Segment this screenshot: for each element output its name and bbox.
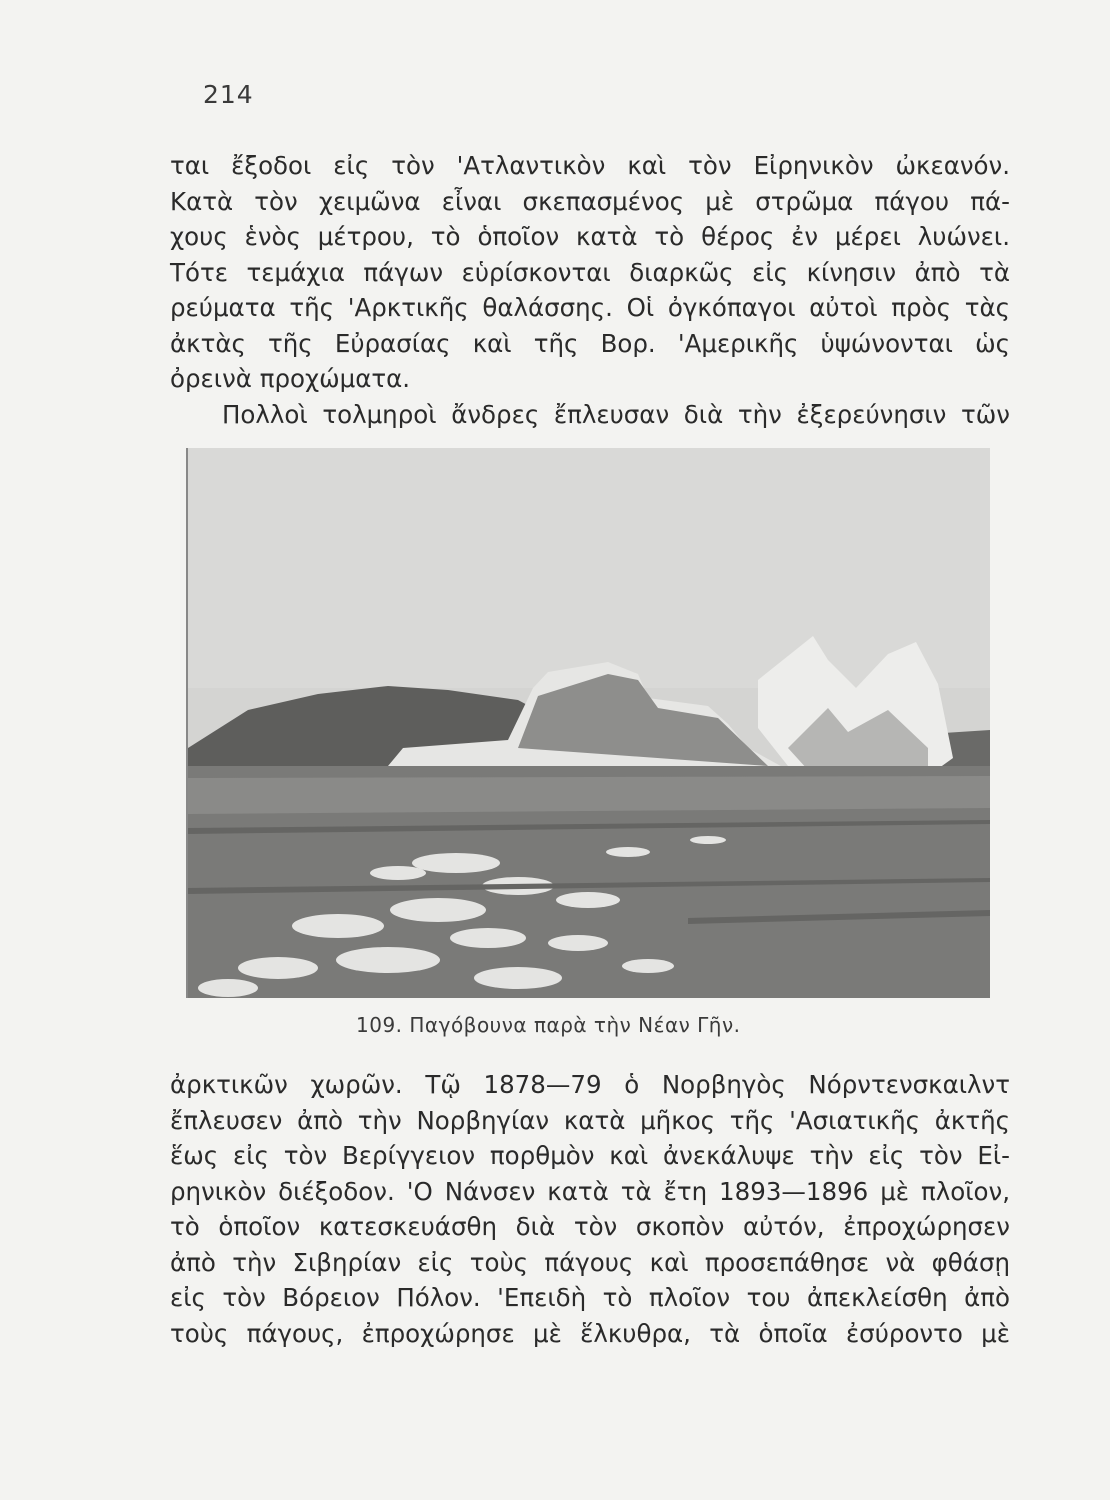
iceberg-photograph bbox=[186, 448, 990, 998]
text-line: Τότε τεμάχια πάγων εὑρίσκονται διαρκῶς εἰς κίνησιν ἀπὸ τὰ bbox=[170, 257, 1010, 287]
text-line: ται ἔξοδοι εἰς τὸν 'Ατλαντικὸν καὶ τὸν Εἰρηνικὸν ὠκεανόν. bbox=[170, 151, 1010, 180]
text-line: ἀκτὰς τῆς Εὐρασίας καὶ τῆς Βορ. 'Αμερικῆς ὑψώνονται ὡς bbox=[170, 328, 1010, 358]
iceberg-illustration bbox=[188, 448, 990, 998]
text-line: ρεύματα τῆς 'Αρκτικῆς θαλάσσης. Οἱ ὀγκόπαγοι αὐτοὶ πρὸς τὰς bbox=[170, 293, 1010, 322]
text-line: ὀρεινὰ προχώματα. bbox=[170, 364, 411, 393]
text-line: ἕως εἰς τὸν Βερίγγειον πορθμὸν καὶ ἀνεκάλυψε τὴν εἰς τὸν Εἰ- bbox=[170, 1141, 1010, 1170]
figure-caption: 109. Παγόβουνα παρὰ τὴν Νέαν Γῆν. bbox=[356, 1013, 741, 1037]
text-line: ρηνικὸν διέξοδον. 'Ο Νάνσεν κατὰ τὰ ἔτη 1893—1896 μὲ πλοῖον, bbox=[170, 1176, 1010, 1206]
text-line: ἀπὸ τὴν Σιβηρίαν εἰς τοὺς πάγους καὶ προσεπάθησε νὰ φθάσῃ bbox=[170, 1247, 1010, 1277]
text-line: χους ἑνὸς μέτρου, τὸ ὁποῖον κατὰ τὸ θέρος ἐν μέρει λυώνει. bbox=[170, 222, 1010, 251]
paragraph-bottom bbox=[170, 1067, 1010, 1351]
paragraph-top bbox=[170, 148, 1010, 432]
text-line: εἰς τὸν Βόρειον Πόλον. 'Επειδὴ τὸ πλοῖον του ἀπεκλείσθη ἀπὸ bbox=[170, 1283, 1010, 1312]
text-line: ἀρκτικῶν χωρῶν. Τῷ 1878—79 ὁ Νορβηγὸς Νόρντενσκαιλντ bbox=[170, 1070, 1010, 1099]
text-line: ἔπλευσεν ἀπὸ τὴν Νορβηγίαν κατὰ μῆκος τῆς 'Ασιατικῆς ἀκτῆς bbox=[170, 1105, 1010, 1135]
paragraph-start-line: Πολλοὶ τολμηροὶ ἄνδρες ἔπλευσαν διὰ τὴν ἐξερεύνησιν τῶν bbox=[222, 399, 1010, 429]
text-line: τοὺς πάγους, ἐπροχώρησε μὲ ἕλκυθρα, τὰ ὁποῖα ἐσύροντο μὲ bbox=[170, 1318, 1010, 1348]
text-line: τὸ ὁποῖον κατεσκευάσθη διὰ τὸν σκοπὸν αὐτόν, ἐπροχώρησεν bbox=[170, 1212, 1010, 1241]
text-line: Κατὰ τὸν χειμῶνα εἶναι σκεπασμένος μὲ στρῶμα πάγου πά- bbox=[170, 186, 1010, 216]
page-number: 214 bbox=[203, 80, 254, 109]
